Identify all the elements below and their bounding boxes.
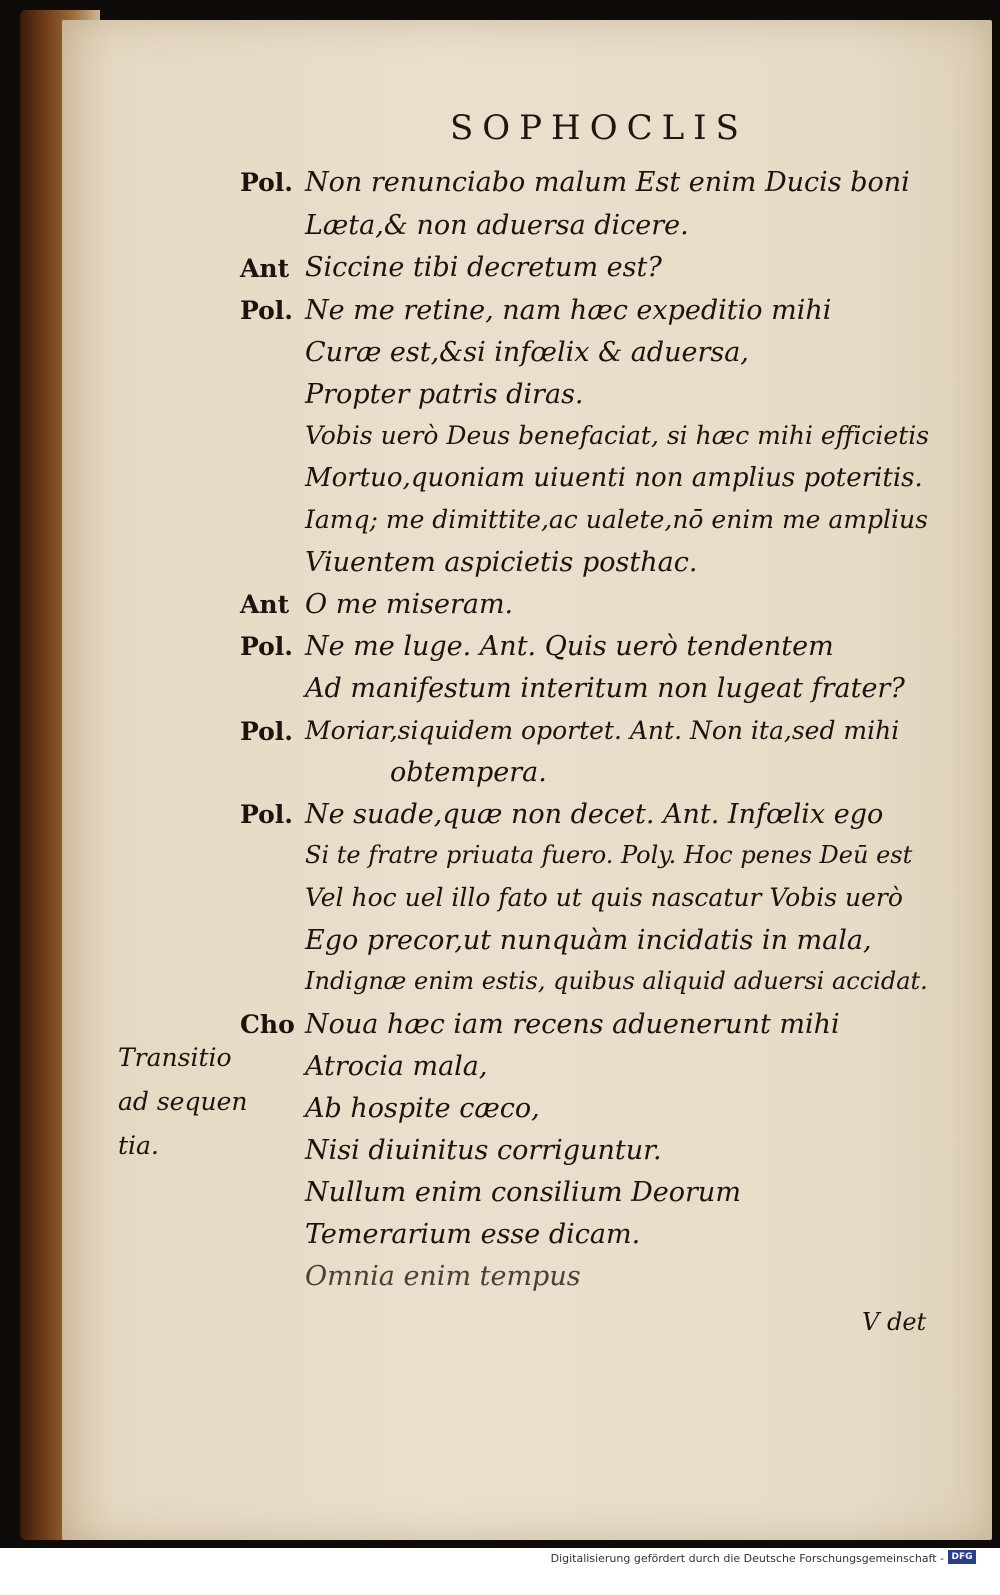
text-line: Propter patris diras.	[305, 379, 584, 410]
speaker-label: Ant	[240, 254, 290, 283]
text-line: Ego precor,ut nunquàm incidatis in mala,	[305, 925, 872, 956]
speaker-label: Pol.	[240, 717, 294, 746]
text-line: Omnia enim tempus	[305, 1261, 581, 1292]
speaker-label: Pol.	[240, 800, 294, 829]
text-line: Mortuo,quoniam uiuenti non amplius poteritis.	[305, 463, 923, 493]
text-line: Si te fratre priuata fuero. Poly. Hoc penes Deū est	[305, 841, 913, 869]
text-line: Indignæ enim estis, quibus aliquid aduersi accidat.	[305, 967, 928, 995]
running-head: SOPHOCLIS	[450, 108, 748, 148]
text-line: Vobis uerò Deus benefaciat, si hæc mihi efficietis	[305, 421, 930, 450]
text-line: Noua hæc iam recens aduenerunt mihi	[305, 1009, 840, 1040]
text-line: Ne suade,quæ non decet. Ant. Infœlix ego	[305, 799, 884, 830]
text-line: Non renunciabo malum Est enim Ducis boni	[305, 167, 910, 198]
margin-note-line: ad sequen	[118, 1087, 248, 1116]
text-line: obtempera.	[390, 757, 547, 788]
text-line: Ne me luge. Ant. Quis uerò tendentem	[305, 631, 834, 662]
text-line: Nullum enim consilium Deorum	[305, 1177, 741, 1208]
text-line: O me miseram.	[305, 589, 514, 620]
text-line: Curæ est,&si infœlix & aduersa,	[305, 337, 749, 368]
footer-credit: Digitalisierung gefördert durch die Deutsche Forschungsgemeinschaft -	[550, 1552, 944, 1565]
text-line: Ne me retine, nam hæc expeditio mihi	[305, 295, 832, 326]
text-line: Siccine tibi decretum est?	[305, 252, 662, 283]
text-line: Vel hoc uel illo fato ut quis nascatur Vobis uerò	[305, 883, 903, 912]
text-line: Iamq; me dimittite,ac ualete,nō enim me amplius	[305, 505, 928, 534]
text-line: Viuentem aspicietis posthac.	[305, 547, 698, 578]
text-line: Temerarium esse dicam.	[305, 1219, 641, 1250]
speaker-label: Pol.	[240, 632, 294, 661]
speaker-label: Pol.	[240, 296, 294, 325]
text-line: Ad manifestum interitum non lugeat frater?	[305, 673, 905, 704]
speaker-label: Pol.	[240, 168, 294, 197]
text-line: Ab hospite cæco,	[305, 1093, 540, 1124]
speaker-label: Cho	[240, 1010, 295, 1039]
margin-note-line: Transitio	[118, 1043, 232, 1072]
dfg-logo: DFG	[948, 1550, 976, 1564]
catchword: V det	[862, 1308, 927, 1336]
text-line: Læta,& non aduersa dicere.	[305, 210, 689, 241]
margin-note-line: tia.	[118, 1131, 159, 1160]
text-line: Moriar,siquidem oportet. Ant. Non ita,sed mihi	[305, 716, 900, 745]
speaker-label: Ant	[240, 590, 290, 619]
text-line: Nisi diuinitus corriguntur.	[305, 1135, 662, 1166]
text-line: Atrocia mala,	[305, 1051, 488, 1082]
